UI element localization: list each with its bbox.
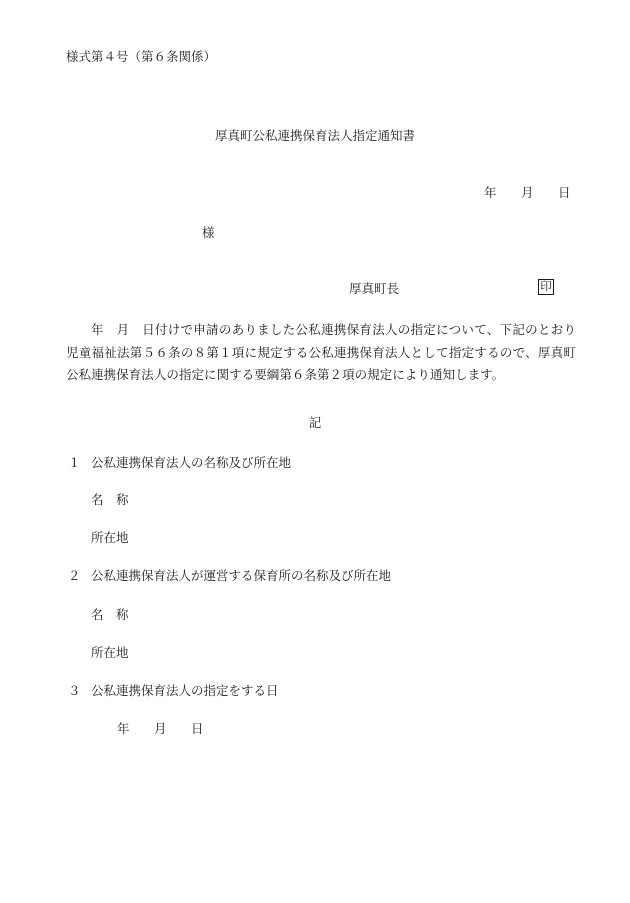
recipient-suffix: 様 <box>202 225 215 240</box>
form-number: 様式第４号（第６条関係） <box>66 49 217 64</box>
body-paragraph: 年 月 日付けで申請のありました公私連携保育法人の指定について、下記のとおり児童福祉法第５６条の８第１項に規定する公私連携保育法人として指定するので、厚真町公私連携保育法人の指定に関する要綱第６条第２項の規定により通知します。 <box>66 322 576 382</box>
date-day-label: 日 <box>558 185 571 200</box>
item-title: 公私連携保育法人の指定をする日 <box>91 683 279 698</box>
document-title: 厚真町公私連携保育法人指定通知書 <box>214 128 415 143</box>
item-number: １ <box>68 455 81 470</box>
item-number: ２ <box>68 568 81 583</box>
item-2-address-label: 所在地 <box>91 645 129 660</box>
date-year-label: 年 <box>484 185 497 200</box>
item-2-name-label: 名 称 <box>91 607 129 622</box>
issuer-name: 厚真町長 <box>349 281 400 296</box>
item-3-month-label: 月 <box>154 721 167 736</box>
item-3-year-label: 年 <box>117 721 130 736</box>
ki-heading: 記 <box>308 415 322 430</box>
item-title: 公私連携保育法人が運営する保育所の名称及び所在地 <box>91 568 392 583</box>
item-number: ３ <box>68 683 81 698</box>
item-1-address-label: 所在地 <box>91 530 129 545</box>
item-title: 公私連携保育法人の名称及び所在地 <box>91 455 292 470</box>
seal-stamp-box: 印 <box>538 279 554 295</box>
item-1-name-label: 名 称 <box>91 492 129 507</box>
date-month-label: 月 <box>521 185 534 200</box>
item-3-day-label: 日 <box>191 721 204 736</box>
